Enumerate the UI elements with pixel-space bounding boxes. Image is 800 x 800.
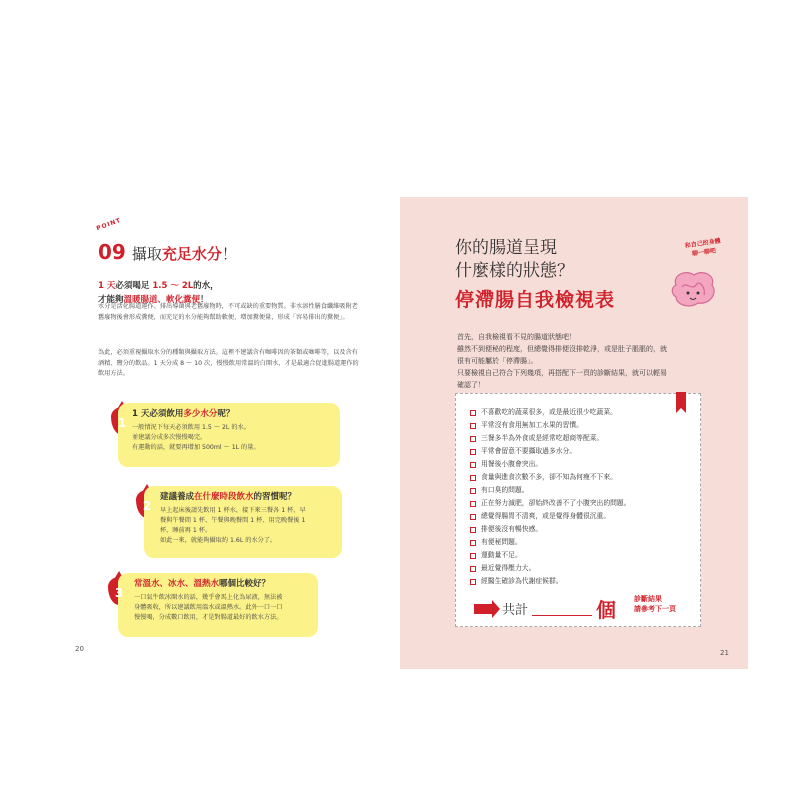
sub-heading: 1 天必須喝足 1.5 ～ 2L的水， 才能夠溫暖腸道、軟化糞便！ <box>98 281 219 305</box>
arrow-right-icon <box>474 604 492 614</box>
checkbox[interactable] <box>470 475 476 481</box>
checkbox[interactable] <box>470 462 476 468</box>
checkbox[interactable] <box>470 553 476 559</box>
diagnosis-note: 診斷結果 請參考下一頁 <box>634 595 676 613</box>
checklist-item[interactable]: 不喜歡吃的蔬菜很多，或是最近很少吃蔬菜。 <box>470 406 631 419</box>
checklist-item[interactable]: 有便秘問題。 <box>470 536 631 549</box>
left-page <box>62 195 362 665</box>
water-drop-icon: 3 <box>108 577 130 605</box>
qa-title: 常溫水、冰水、溫熱水哪個比較好？ <box>134 579 271 589</box>
checklist-item[interactable]: 總覺得腸胃不清爽，或是覺得身體很沉重。 <box>470 510 631 523</box>
total-count-row <box>474 594 616 623</box>
qa-body-line: 早上起床後請先飲用 1 杯水，接下來三餐各 1 杯、早 <box>160 507 306 514</box>
qa-body-line: 身體吸收，所以建議飲用溫水或溫熱水。此外一口一口 <box>134 604 283 611</box>
qa-title: 1 天必須飲用多少水分呢？ <box>132 409 235 419</box>
intestine-mascot-icon <box>668 267 718 309</box>
checklist-title: 停滯腸自我檢視表 <box>455 289 616 311</box>
total-count-field[interactable] <box>532 602 592 616</box>
qa-body-line: 一般情況下每天必須飲用 1.5 ～ 2L 的水。 <box>132 424 250 431</box>
point-label: POINT <box>95 216 123 233</box>
qa-body-line: 杯，睡前再 1 杯。 <box>160 527 212 534</box>
checklist-intro: 首先，自我檢視看不見的腸道狀態吧！ 雖然不到便秘的程度，但總覺得排便沒排乾淨，或是肚子脹脹的，就 很有可能屬於「停滯腸」。 只要檢視自己符合下列幾項，再搭配下一頁的診斷結果，就可以輕易 確認了！ <box>457 333 667 389</box>
qa-item-3 <box>98 573 366 639</box>
checklist-item[interactable]: 正在努力減肥，卻始終改善不了小腹突出的問題。 <box>470 497 631 510</box>
page-title <box>98 240 237 264</box>
point-number: 09 <box>98 240 126 264</box>
checklist-item[interactable]: 平常沒有食用無加工水果的習慣。 <box>470 419 631 432</box>
checkbox[interactable] <box>470 514 476 520</box>
checklist-card <box>455 393 701 627</box>
checklist-item[interactable]: 有口臭的問題。 <box>470 484 631 497</box>
qa-body-line: 並建議分成多次慢慢喝完。 <box>132 434 207 441</box>
checklist-item[interactable]: 最近覺得壓力大。 <box>470 562 631 575</box>
qa-item-2 <box>98 486 366 558</box>
right-page <box>400 197 748 669</box>
checkbox[interactable] <box>470 488 476 494</box>
qa-item-1 <box>98 403 366 469</box>
water-drop-icon: 2 <box>136 490 158 518</box>
checkbox[interactable] <box>470 540 476 546</box>
qa-box-2 <box>144 486 342 558</box>
page-number-right: 21 <box>720 649 729 657</box>
body-paragraph-1: 水分是活化腸道運作、排出導菌與老舊廢物時，不可或缺的重要物質。非水溶性膳食纖維吸附老舊廢物後會形成糞便，而充足的水分能夠幫助軟便、增加糞便量，形成「容易排出的糞便」。 <box>98 303 358 321</box>
title-text: 攝取充足水分！ <box>131 245 237 263</box>
checkbox[interactable] <box>470 410 476 416</box>
total-label: 共計 <box>502 603 529 618</box>
checklist-item[interactable]: 平常會留意不要攝取過多水分。 <box>470 445 631 458</box>
total-unit: 個 <box>596 598 617 622</box>
checkbox[interactable] <box>470 436 476 442</box>
bookmark-icon <box>676 392 686 408</box>
qa-box-3 <box>118 573 318 637</box>
speech-tag: 和自己的身體 聊一聊吧 <box>684 237 722 258</box>
water-drop-icon: 1 <box>111 407 133 435</box>
checkbox[interactable] <box>470 527 476 533</box>
qa-body-line: 慢慢喝，分成數口飲用，才是對腸道最好的飲水方法。 <box>134 614 283 621</box>
qa-box-1 <box>118 403 340 467</box>
checklist-item[interactable]: 運動量不足。 <box>470 549 631 562</box>
checkbox[interactable] <box>470 423 476 429</box>
qa-body-line: 餐與午餐間 1 杯、午餐與晚餐間 1 杯、用完晚餐後 1 <box>160 517 306 524</box>
body-paragraph-2: 為此，必須重視攝取水分的種類與攝取方法。這裡不建議含有咖啡因的茶類或咖啡等，以及含有酒精、鹽分的飲品。1 天分成 8 ～ 10 次，慢慢飲用常溫的白開水，才是最適合促進腸道運作的飲用方法。 <box>98 349 359 377</box>
qa-title: 建議養成在什麼時段飲水的習慣呢？ <box>160 492 297 502</box>
checklist-item[interactable]: 食量與進食次數不多，卻不知為何瘦不下來。 <box>470 471 631 484</box>
checklist-item[interactable]: 用餐後小腹會突出。 <box>470 458 631 471</box>
qa-body-line: 如此一來，就能夠攝取約 1.6L 的水分了。 <box>160 537 277 544</box>
qa-body-line: 一口氣牛飲冰開水的話，幾乎會馬上化為尿液，無法被 <box>134 594 283 601</box>
checkbox[interactable] <box>470 579 476 585</box>
checkbox[interactable] <box>470 566 476 572</box>
checklist <box>470 406 631 588</box>
checklist-item[interactable]: 經醫生確診為代謝症候群。 <box>470 575 631 588</box>
right-heading: 你的腸道呈現 什麼樣的狀態？ <box>455 238 574 281</box>
qa-body-line: 有運動的話，就要再增加 500ml ～ 1L 的量。 <box>132 444 260 451</box>
page-number-left: 20 <box>75 645 84 653</box>
checkbox[interactable] <box>470 501 476 507</box>
checkbox[interactable] <box>470 449 476 455</box>
checklist-item[interactable]: 三餐多半為外食或是經常吃超商等配菜。 <box>470 432 631 445</box>
checklist-item[interactable]: 排便後沒有暢快感。 <box>470 523 631 536</box>
